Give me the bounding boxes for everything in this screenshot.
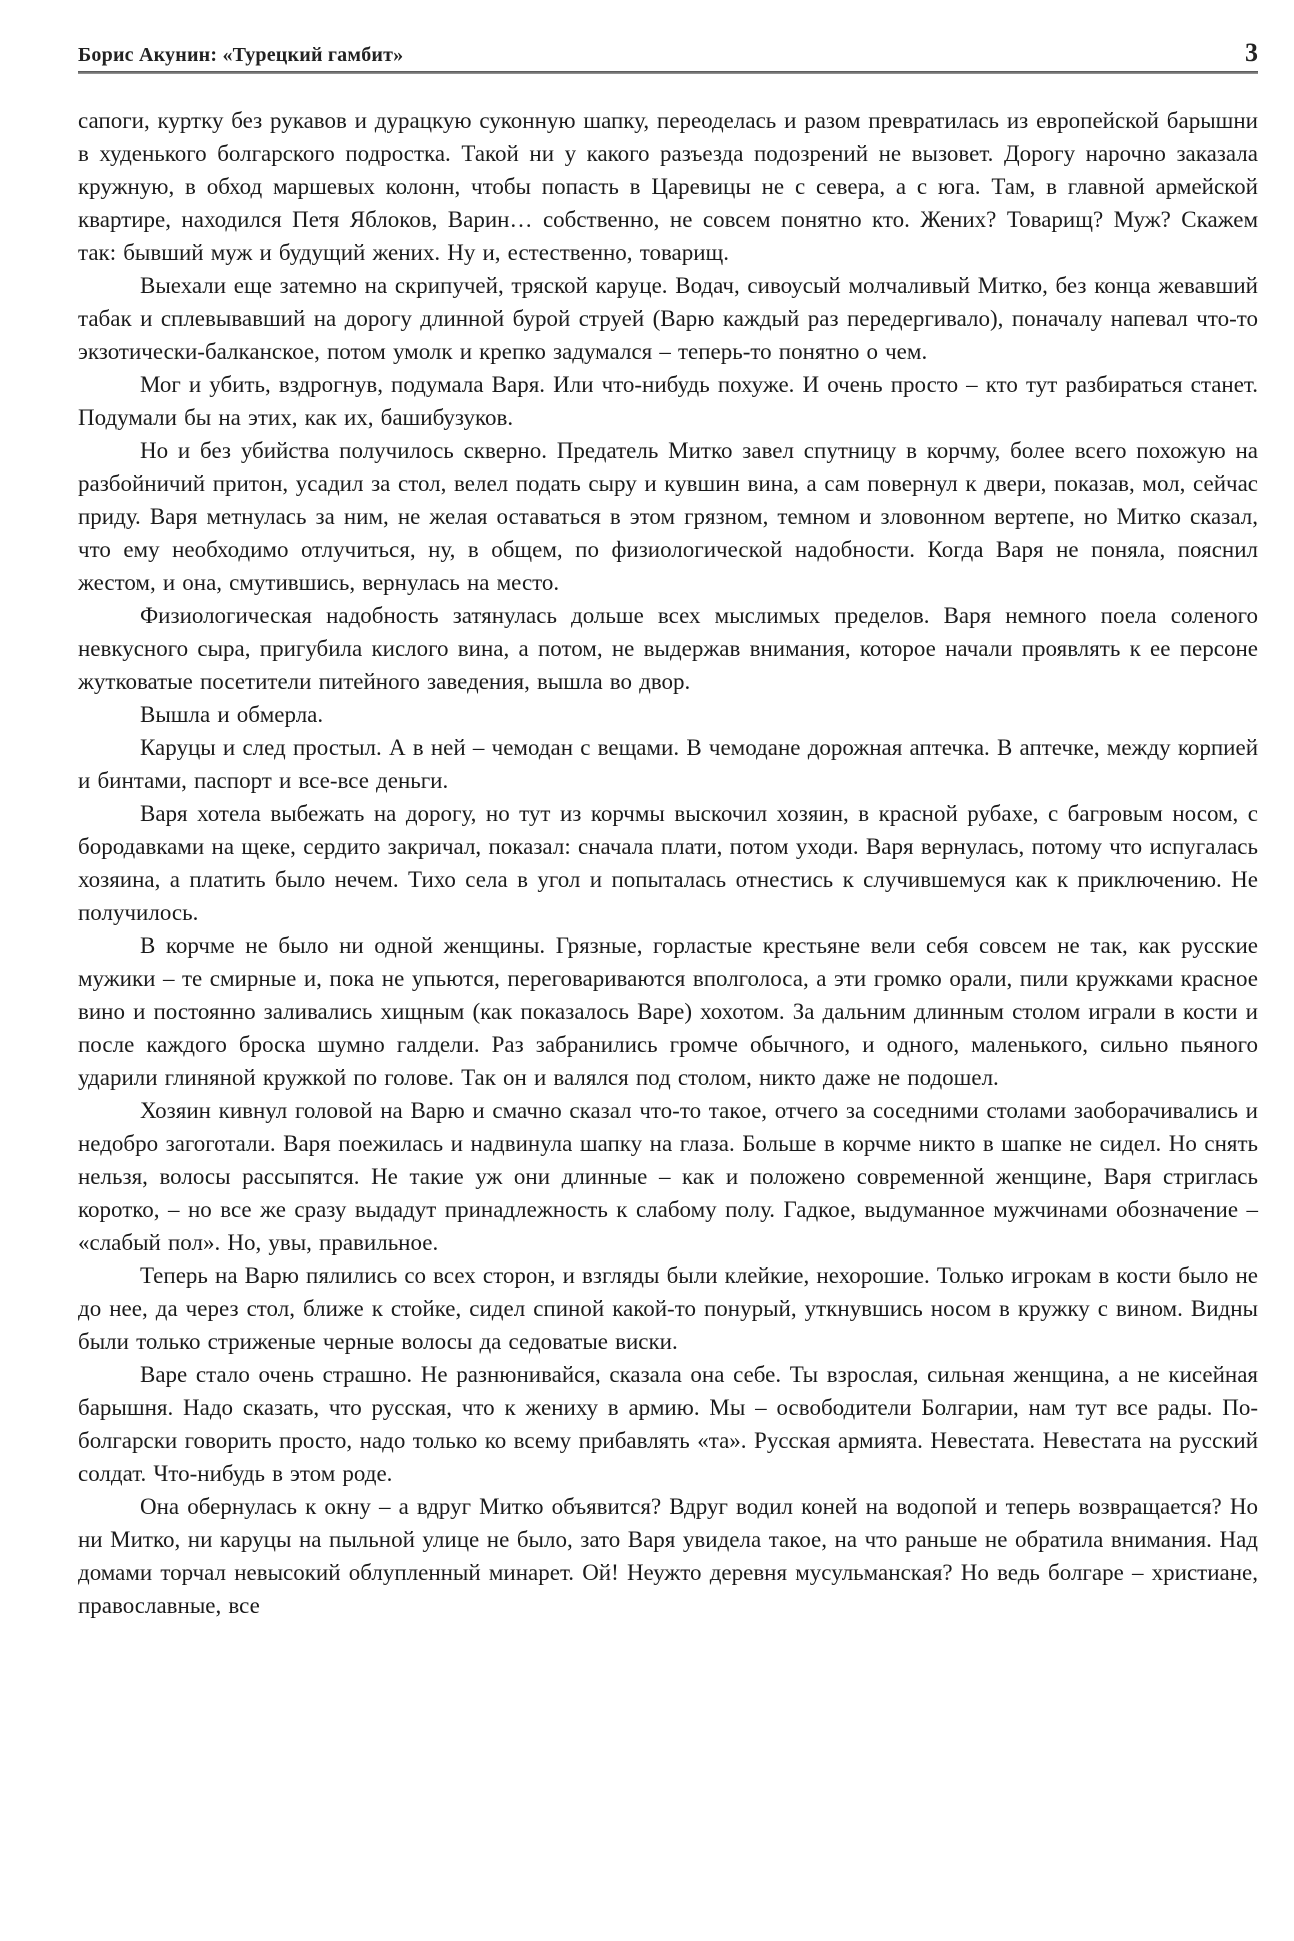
paragraph: В корчме не было ни одной женщины. Грязные, горластые крестьяне вели себя совсем не так, как русские мужики – те смирные и, пока не упьются, переговариваются вполголоса, а эти громко орали, пили кружками красное вино и постоянно заливались хищным (как показалось Варе) хохотом. За дальним длинным столом играли в кости и после каждого броска шумно галдели. Раз забранились громче обычного, и одного, маленького, сильно пьяного ударили глиняной кружкой по голове. Так он и валялся под столом, никто даже не подошел. [78, 933, 1258, 1090]
paragraph: сапоги, куртку без рукавов и дурацкую суконную шапку, переоделась и разом превратилась из европейской барышни в худенького болгарского подростка. Такой ни у какого разъезда подозрений не вызовет. Дорогу нарочно заказала кружную, в обход маршевых колонн, чтобы попасть в Царевицы не с севера, а с юга. Там, в главной армейской квартире, находился Петя Яблоков, Варин… собственно, не совсем понятно кто. Жених? Товарищ? Муж? Скажем так: бывший муж и будущий жених. Ну и, естественно, товарищ. [78, 108, 1258, 265]
page-header [78, 38, 1258, 68]
paragraph: Мог и убить, вздрогнув, подумала Варя. Или что-нибудь похуже. И очень просто – кто тут разбираться станет. Подумали бы на этих, как их, башибузуков. [78, 372, 1258, 430]
paragraph: Каруцы и след простыл. А в ней – чемодан с вещами. В чемодане дорожная аптечка. В аптечке, между корпией и бинтами, паспорт и все-все деньги. [78, 735, 1258, 793]
running-title: Борис Акунин: «Турецкий гамбит» [78, 44, 404, 66]
paragraph: Выехали еще затемно на скрипучей, тряской каруце. Водач, сивоусый молчаливый Митко, без конца жевавший табак и сплевывавший на дорогу длинной бурой струей (Варю каждый раз передергивало), поначалу напевал что-то экзотически-балканское, потом умолк и крепко задумался – теперь-то понятно о чем. [78, 273, 1258, 364]
paragraph: Варя хотела выбежать на дорогу, но тут из корчмы выскочил хозяин, в красной рубахе, с багровым носом, с бородавками на щеке, сердито закричал, показал: сначала плати, потом уходи. Варя вернулась, потому что испугалась хозяина, а платить было нечем. Тихо села в угол и попыталась отнестись к случившемуся как к приключению. Не получилось. [78, 801, 1258, 925]
paragraph: Она обернулась к окну – а вдруг Митко объявится? Вдруг водил коней на водопой и теперь возвращается? Но ни Митко, ни каруцы на пыльной улице не было, зато Варя увидела такое, на что раньше не обратила внимания. Над домами торчал невысокий облупленный минарет. Ой! Неужто деревня мусульманская? Но ведь болгаре – христиане, православные, все [78, 1494, 1258, 1618]
header-rule [78, 71, 1258, 74]
page-number: 3 [1245, 38, 1258, 67]
paragraph: Хозяин кивнул головой на Варю и смачно сказал что-то такое, отчего за соседними столами заоборачивались и недобро загоготали. Варя поежилась и надвинула шапку на глаза. Больше в корчме никто в шапке не сидел. Но снять нельзя, волосы рассыпятся. Не такие уж они длинные – как и положено современной женщине, Варя стриглась коротко, – но все же сразу выдадут принадлежность к слабому полу. Гадкое, выдуманное мужчинами обозначение – «слабый пол». Но, увы, правильное. [78, 1098, 1258, 1255]
paragraph: Вышла и обмерла. [140, 702, 324, 727]
paragraph: Но и без убийства получилось скверно. Предатель Митко завел спутницу в корчму, более всего похожую на разбойничий притон, усадил за стол, велел подать сыру и кувшин вина, а сам повернул к двери, показав, мол, сейчас приду. Варя метнулась за ним, не желая оставаться в этом грязном, темном и зловонном вертепе, но Митко сказал, что ему необходимо отлучиться, ну, в общем, по физиологической надобности. Когда Варя не поняла, пояснил жестом, и она, смутившись, вернулась на место. [78, 438, 1258, 595]
page-body [78, 104, 1258, 1622]
paragraph: Физиологическая надобность затянулась дольше всех мыслимых пределов. Варя немного поела соленого невкусного сыра, пригубила кислого вина, а потом, не выдержав внимания, которое начали проявлять к ее персоне жутковатые посетители питейного заведения, вышла во двор. [78, 603, 1258, 694]
paragraph: Варе стало очень страшно. Не разнюнивайся, сказала она себе. Ты взрослая, сильная женщина, а не кисейная барышня. Надо сказать, что русская, что к жениху в армию. Мы – освободители Болгарии, нам тут все рады. По-болгарски говорить просто, надо только ко всему прибавлять «та». Русская армията. Невестата. Невестата на русский солдат. Что-нибудь в этом роде. [78, 1362, 1258, 1486]
paragraph: Теперь на Варю пялились со всех сторон, и взгляды были клейкие, нехорошие. Только игрокам в кости было не до нее, да через стол, ближе к стойке, сидел спиной какой-то понурый, уткнувшись носом в кружку с вином. Видны были только стриженые черные волосы да седоватые виски. [78, 1263, 1258, 1354]
